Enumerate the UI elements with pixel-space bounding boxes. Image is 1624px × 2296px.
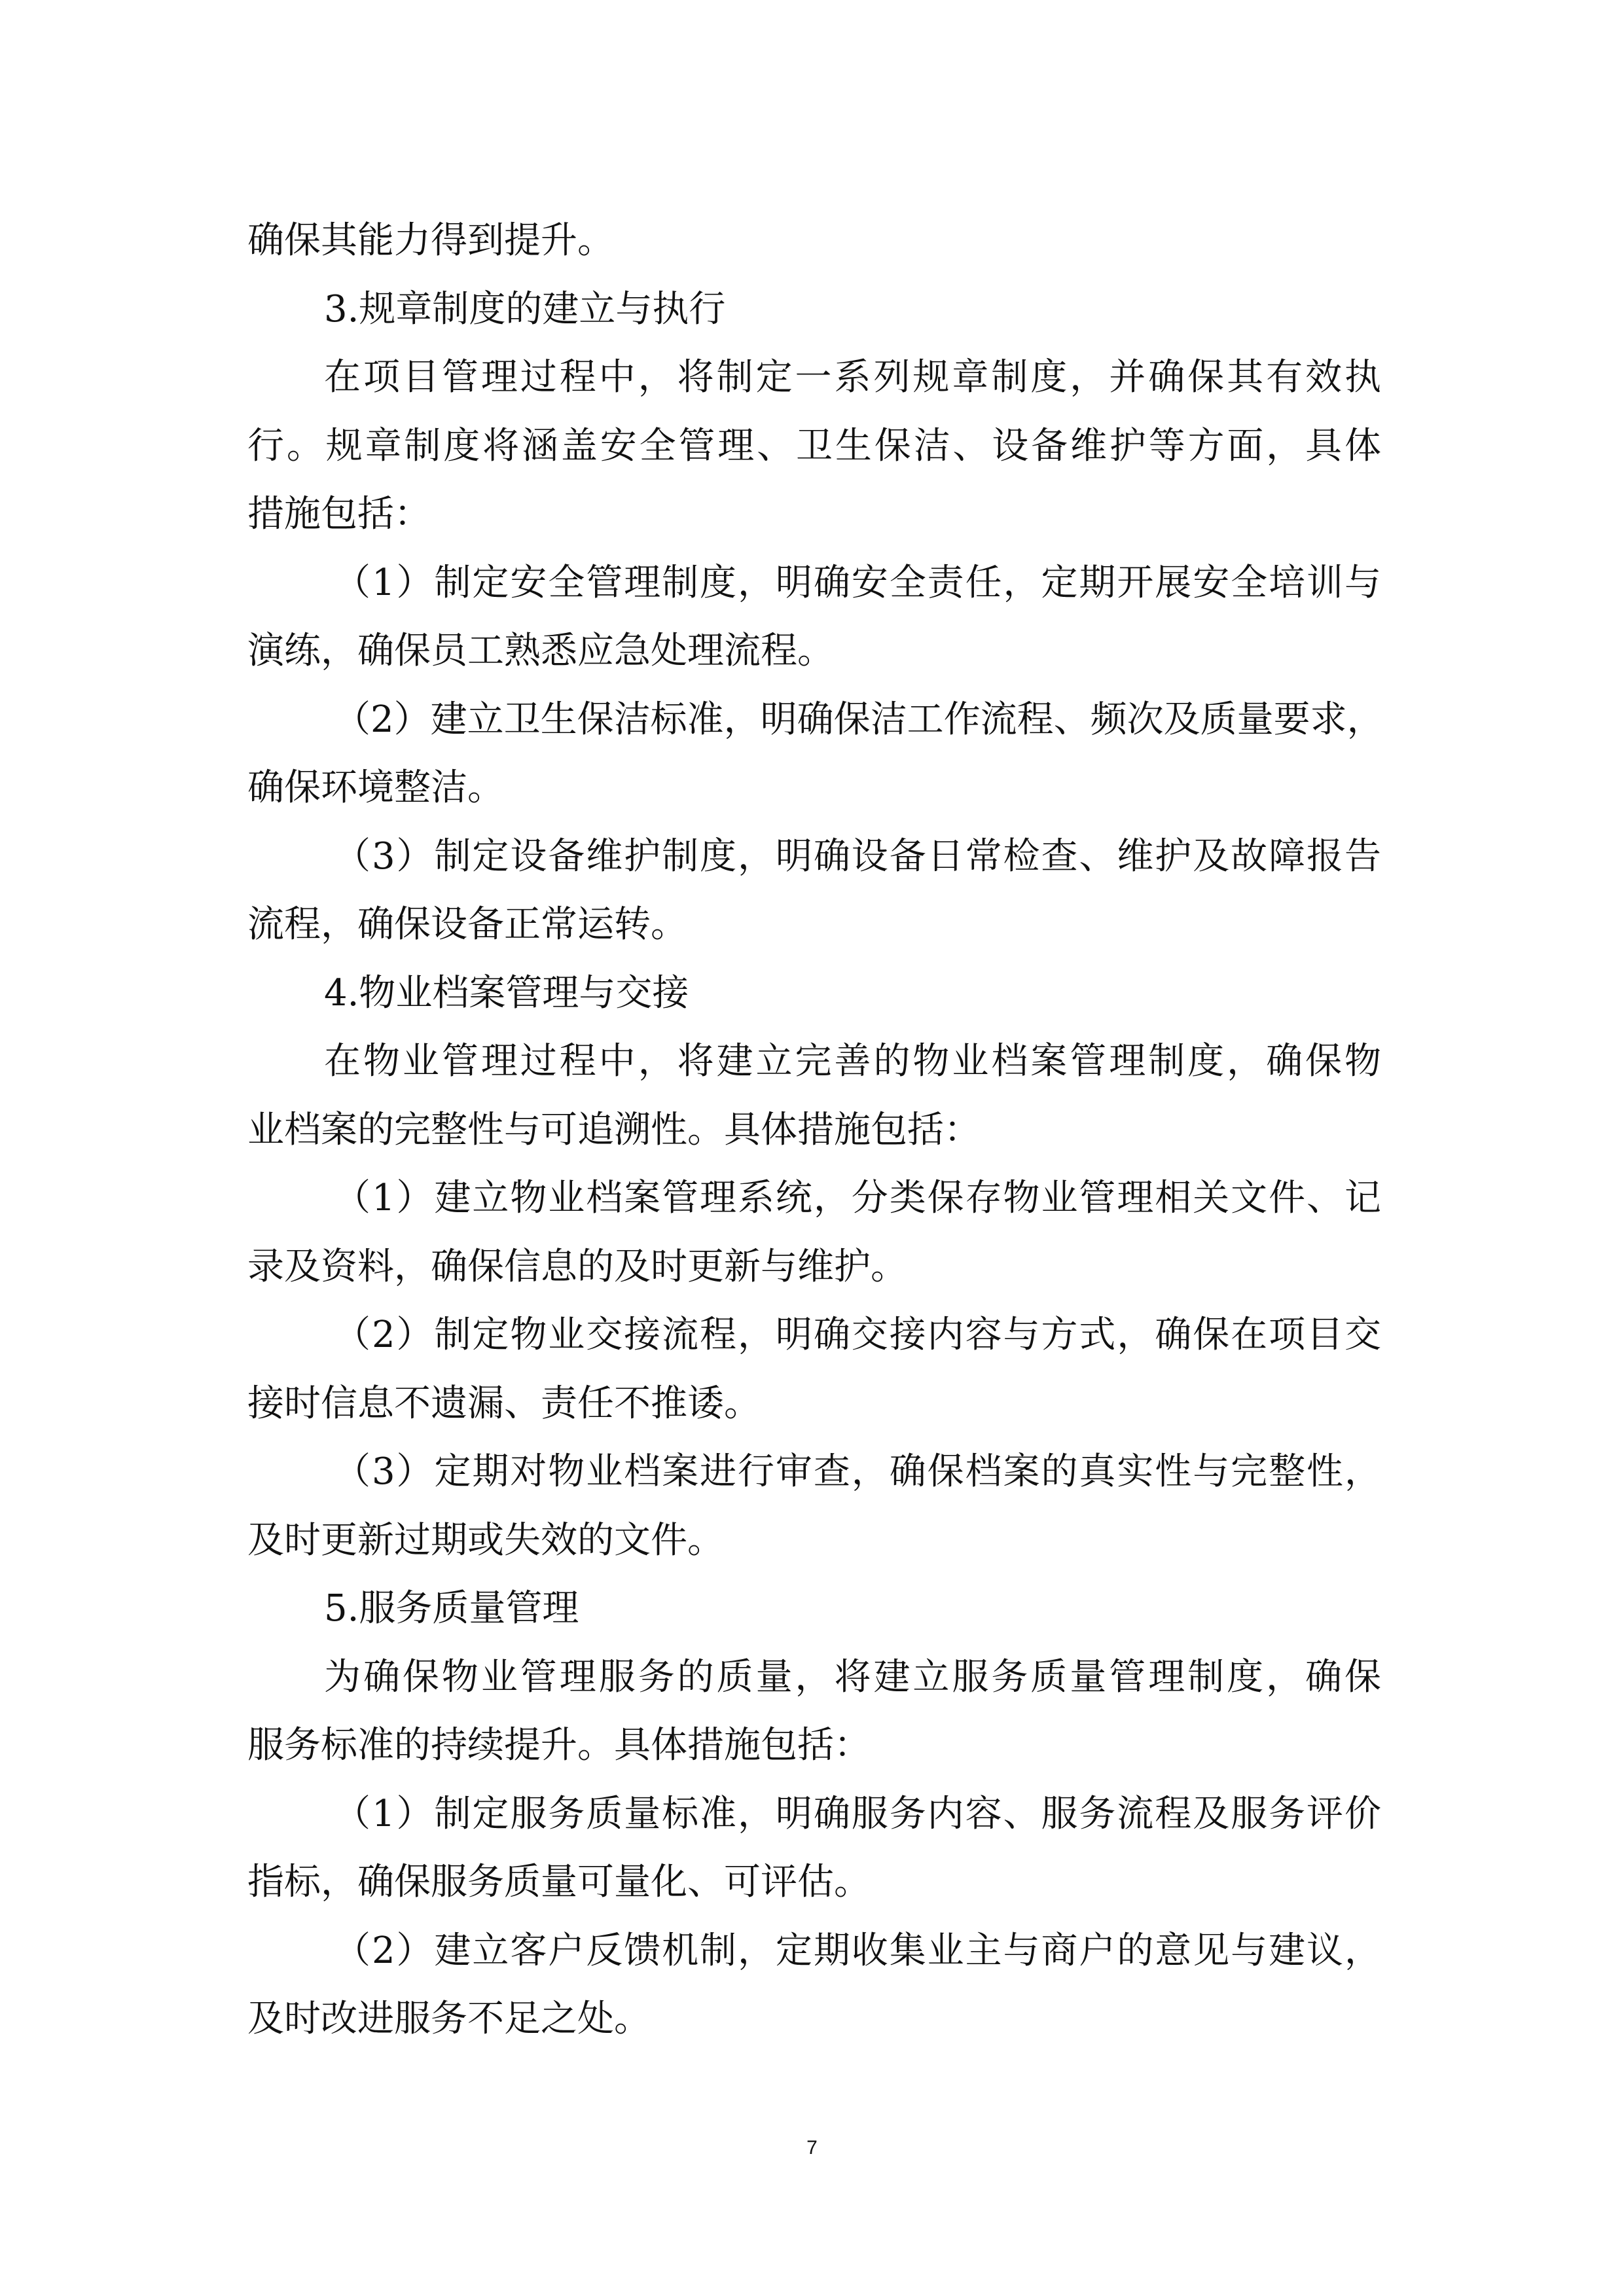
text-line: （3）定期对物业档案进行审查，确保档案的真实性与完整性，: [334, 1450, 1381, 1493]
text-line: 确保其能力得到提升。: [247, 219, 614, 262]
document-body: [247, 207, 1384, 2054]
text-line: 业档案的完整性与可追溯性。具体措施包括：: [247, 1108, 981, 1151]
text-line: 为确保物业管理服务的质量，将建立服务质量管理制度，确保: [324, 1655, 1381, 1698]
text-line: （2）建立客户反馈机制，定期收集业主与商户的意见与建议，: [334, 1929, 1381, 1972]
text-line: 及时改进服务不足之处。: [247, 1998, 651, 2040]
text-line: （2）制定物业交接流程，明确交接内容与方式，确保在项目交: [334, 1314, 1381, 1356]
text-line: 措施包括：: [247, 493, 431, 535]
page-number: 7: [806, 2137, 818, 2159]
text-line: 5.服务质量管理: [324, 1587, 579, 1630]
text-line: （1）制定安全管理制度，明确安全责任，定期开展安全培训与: [334, 561, 1381, 604]
text-line: 在项目管理过程中，将制定一系列规章制度，并确保其有效执: [324, 356, 1381, 399]
text-line: 流程，确保设备正常运转。: [247, 903, 687, 946]
text-line: 在物业管理过程中，将建立完善的物业档案管理制度，确保物: [324, 1040, 1381, 1083]
text-line: 3.规章制度的建立与执行: [324, 287, 726, 331]
text-line: 演练，确保员工熟悉应急处理流程。: [247, 630, 834, 672]
text-line: 接时信息不遗漏、责任不推诿。: [247, 1382, 761, 1425]
text-line: 服务标准的持续提升。具体措施包括：: [247, 1724, 871, 1767]
text-line: （1）建立物业档案管理系统，分类保存物业管理相关文件、记: [334, 1177, 1381, 1219]
text-line: 及时更新过期或失效的文件。: [247, 1518, 724, 1562]
text-line: （1）制定服务质量标准，明确服务内容、服务流程及服务评价: [334, 1792, 1381, 1835]
text-line: 指标，确保服务质量可量化、可评估。: [247, 1861, 871, 1903]
text-line: （3）制定设备维护制度，明确设备日常检查、维护及故障报告: [334, 834, 1381, 878]
text-line: （2）建立卫生保洁标准，明确保洁工作流程、频次及质量要求，: [334, 698, 1384, 741]
text-line: 录及资料，确保信息的及时更新与维护。: [247, 1245, 907, 1288]
text-line: 行。规章制度将涵盖安全管理、卫生保洁、设备维护等方面，具体: [247, 424, 1381, 467]
text-line: 4.物业档案管理与交接: [324, 971, 689, 1014]
text-line: 确保环境整洁。: [247, 766, 504, 809]
